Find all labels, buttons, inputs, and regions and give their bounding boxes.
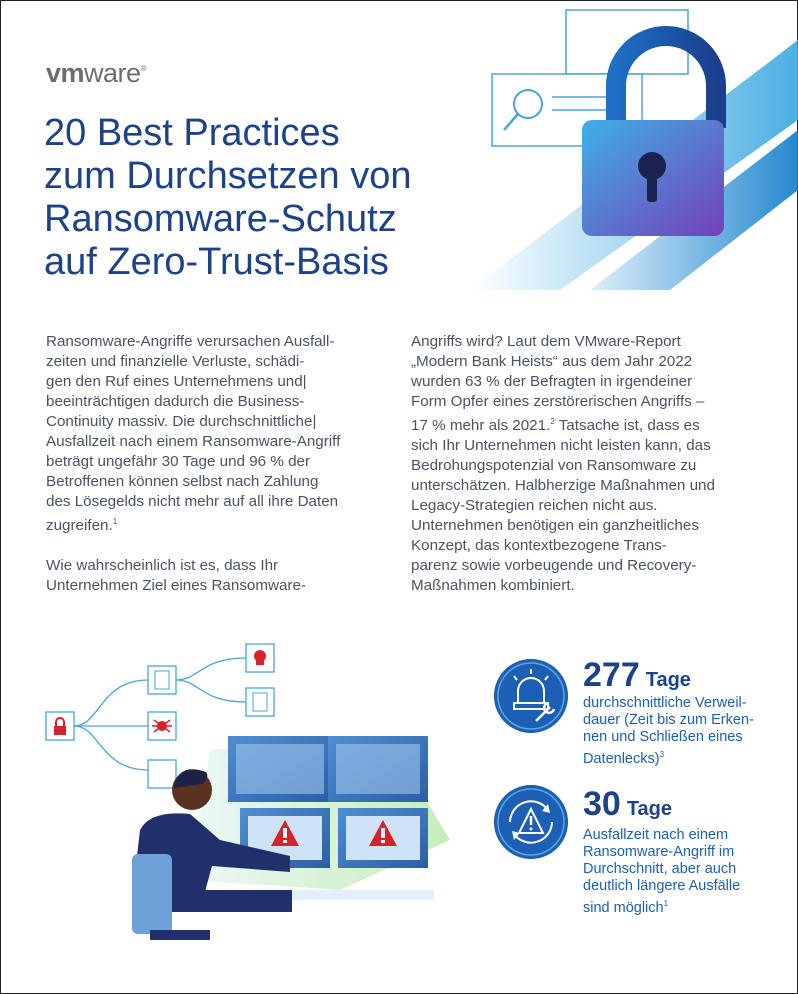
title-line: zum Durchsetzen von — [44, 155, 412, 197]
stat-number: 277 Tage — [583, 656, 691, 694]
title-line: 20 Best Practices — [44, 112, 340, 154]
paragraph: Angriffs wird? Laut dem VMware-Report „Modern Bank Heists“ aus dem Jahr 2022 wurden 63 % der Befragten in irgendeiner Form Opfer eines zerstörerischen Angriffs – 17 % mehr als 2021.$^2$ Tatsache ist, dass es sich Ihr Unternehmen nicht leisten kann, das Bedrohungspotenzial von Ransomware zu unterschätzen. Halbherzige Maßnahmen und Legacy-Strategien reichen nicht aus. Unternehmen benötigen ein ganzheitliches Konzept, das kontextbezogene Trans- parenz sowie vorbeugende und Recovery- Maßnahmen kombiniert. — [411, 333, 715, 595]
page-title — [44, 112, 494, 284]
vmware-logo: vmware® — [46, 58, 146, 88]
stat-description: durchschnittliche Verweil- dauer (Zeit bis zum Erken- nen und Schließen eines Datenlecks)$^3$ — [583, 695, 754, 767]
stat-description: Ausfallzeit nach einem Ransomware-Angriff im Durchschnitt, aber auch deutlich längere Ausfälle sind möglich$^1$ — [583, 827, 741, 916]
paragraph: Wie wahrscheinlich ist es, dass Ihr Unternehmen Ziel eines Ransomware- — [46, 557, 306, 595]
alarm-wrench-icon — [494, 659, 568, 733]
stat-number: 30 Tage — [583, 785, 673, 823]
title-line: auf Zero-Trust-Basis — [44, 241, 389, 283]
footnote-ref: 1 — [663, 899, 669, 908]
paragraph: Ransomware-Angriffe verursachen Ausfall- zeiten und finanzielle Verluste, schädi- gen den Ruf eines Unternehmens und| beeinträchtigen dadurch die Business- Continuity massiv. Die durchschnittliche| Ausfallzeit nach einem Ransomware-Angriff beträgt ungefähr 30 Tage und 96 % der Betroffenen können selbst nach Zahlung des Lösegelds nicht mehr auf all ihre Daten zugreifen.$^1$ — [46, 333, 341, 535]
cycle-warning-icon — [494, 785, 568, 859]
body-column-left — [46, 332, 386, 616]
hero-padlock-illustration — [470, 0, 798, 320]
footnote-ref: 1 — [112, 517, 118, 526]
security-analyst-illustration — [40, 640, 450, 970]
footnote-ref: 3 — [659, 750, 665, 759]
body-column-right — [411, 332, 751, 616]
title-line: Ransomware-Schutz — [44, 198, 397, 240]
footnote-ref: 2 — [550, 417, 555, 426]
